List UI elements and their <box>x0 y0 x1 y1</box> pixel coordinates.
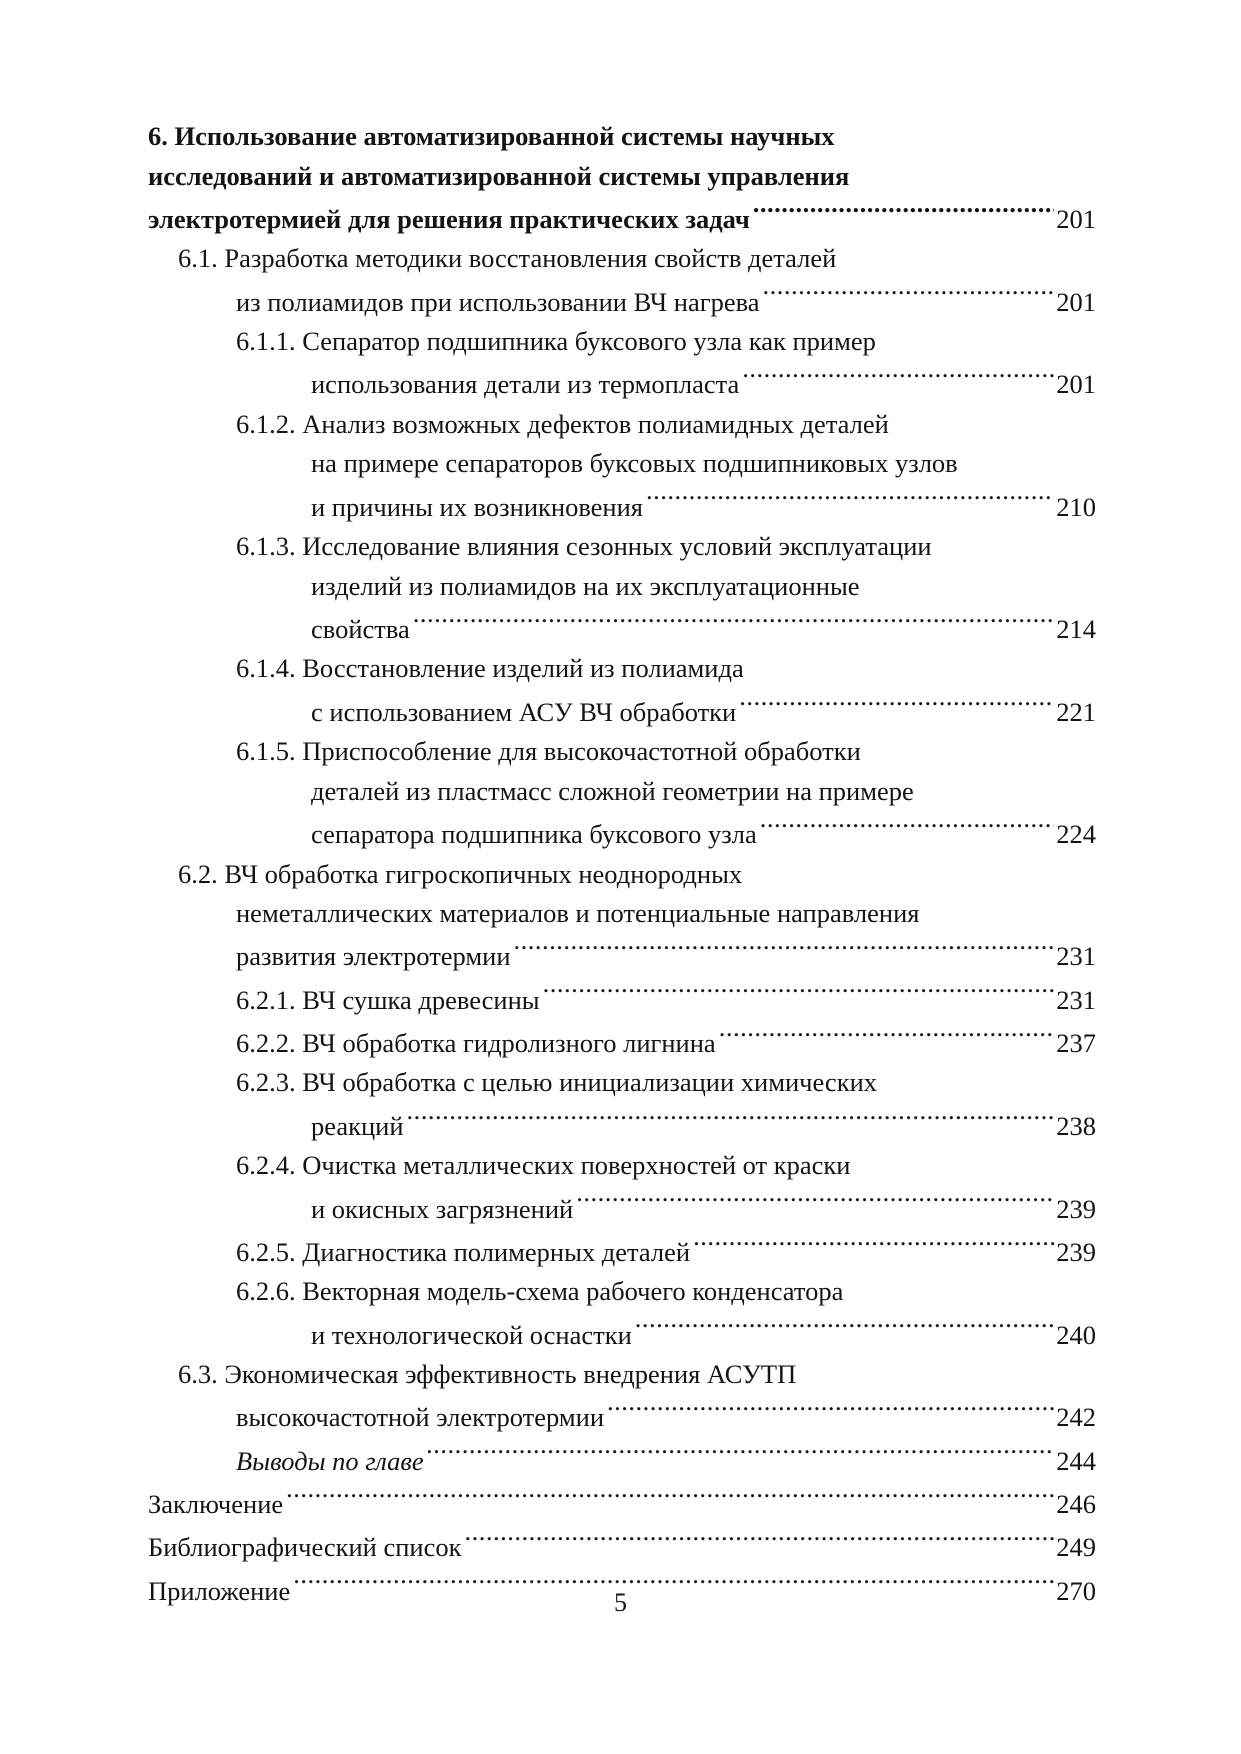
dot-leader <box>514 934 1055 966</box>
toc-entry-line: изделий из полиамидов на их эксплуатационные <box>311 570 860 601</box>
toc-entry-title: сепаратора подшипника буксового узла <box>311 819 757 850</box>
toc-page-number: 242 <box>1056 1402 1096 1433</box>
toc-entry-title: Приложение <box>148 1575 291 1606</box>
toc-entry-line: 6.1.5. Приспособление для высокочастотной обработки <box>236 736 861 767</box>
toc-entry-title: 6.2.5. Диагностика полимерных деталей <box>236 1236 691 1267</box>
toc-entry-title: 6.2.2. ВЧ обработка гидролизного лигнина <box>236 1027 716 1058</box>
toc-entry-title: Заключение <box>148 1489 284 1520</box>
toc-entry-last-line <box>148 1020 1096 1063</box>
toc-page-number: 237 <box>1056 1027 1096 1058</box>
toc-page-number: 240 <box>1056 1319 1096 1350</box>
toc-entry-line: 6.1.2. Анализ возможных дефектов полиамидных деталей <box>236 408 889 439</box>
toc-entry-last-line <box>148 1229 1096 1272</box>
toc-entry <box>148 1229 1096 1272</box>
toc-entry-last-line <box>148 484 1096 527</box>
toc-entry <box>148 117 1096 239</box>
toc-entry-title: Выводы по главе <box>236 1445 424 1476</box>
toc-entry <box>148 1020 1096 1063</box>
toc-entry-title: реакций <box>311 1110 404 1141</box>
toc-entry-last-line <box>148 977 1096 1020</box>
toc-entry-last-line <box>148 196 1096 239</box>
dot-leader <box>543 977 1055 1009</box>
toc-page-number: 201 <box>1056 369 1096 400</box>
dot-leader <box>635 1312 1054 1344</box>
toc-entry-title: Библиографический список <box>148 1532 462 1563</box>
toc-entry-title: и окисных загрязнений <box>311 1193 574 1224</box>
toc-page-number: 238 <box>1056 1110 1096 1141</box>
dot-leader <box>465 1525 1055 1557</box>
dot-leader <box>407 1103 1055 1135</box>
toc-page-number: 201 <box>1056 286 1096 317</box>
toc-entry-line: 6.2.3. ВЧ обработка с целью инициализации химических <box>236 1067 877 1098</box>
dot-leader <box>646 484 1054 516</box>
toc-entry-last-line <box>148 606 1096 649</box>
toc-entry <box>148 1063 1096 1146</box>
page-number: 5 <box>614 1588 627 1617</box>
dot-leader <box>739 689 1054 721</box>
toc-entry-line: 6.1. Разработка методики восстановления свойств деталей <box>178 243 837 274</box>
toc-page-number: 244 <box>1056 1445 1096 1476</box>
toc-entry-line: неметаллических материалов и потенциальные направления <box>236 898 920 929</box>
toc-entry <box>148 977 1096 1020</box>
toc-entry-line: 6.1.4. Восстановление изделий из полиамида <box>236 653 744 684</box>
toc-entry-last-line <box>148 1186 1096 1229</box>
toc-page-number: 231 <box>1056 984 1096 1015</box>
dot-leader <box>693 1229 1054 1261</box>
dot-leader <box>719 1020 1055 1052</box>
toc-entry-last-line <box>148 362 1096 405</box>
toc-entry-last-line <box>148 1395 1096 1438</box>
toc-page-number: 201 <box>1056 203 1096 234</box>
toc-entry <box>148 322 1096 405</box>
toc-entry-last-line <box>148 1438 1096 1481</box>
toc-entry-line: 6. Использование автоматизированной системы научных <box>148 121 835 151</box>
toc-entry-last-line <box>148 811 1096 854</box>
toc-entry-last-line <box>148 1103 1096 1146</box>
toc-entry <box>148 1146 1096 1229</box>
toc-entry-line: 6.1.3. Исследование влияния сезонных условий эксплуатации <box>236 531 932 562</box>
toc-entry <box>148 1481 1096 1524</box>
table-of-contents <box>148 117 1096 1611</box>
toc-entry-title: свойства <box>311 613 410 644</box>
toc-entry-last-line <box>148 279 1096 322</box>
dot-leader <box>763 279 1055 311</box>
toc-entry-line: 6.2.4. Очистка металлических поверхностей от краски <box>236 1150 851 1181</box>
dot-leader <box>286 1481 1054 1513</box>
toc-entry-title: и причины их возникновения <box>311 491 643 522</box>
toc-page-number: 246 <box>1056 1489 1096 1520</box>
toc-entry <box>148 649 1096 732</box>
toc-entry <box>148 527 1096 649</box>
toc-entry <box>148 1272 1096 1355</box>
toc-entry-last-line <box>148 1525 1096 1568</box>
toc-entry-line: 6.2.6. Векторная модель-схема рабочего конденсатора <box>236 1276 844 1307</box>
toc-entry-line: исследований и автоматизированной системы управления <box>148 160 850 191</box>
dot-leader <box>742 362 1054 394</box>
toc-entry-line: на примере сепараторов буксовых подшипниковых узлов <box>311 448 958 479</box>
toc-entry <box>148 855 1096 977</box>
toc-page-number: 239 <box>1056 1193 1096 1224</box>
toc-entry <box>148 1438 1096 1481</box>
toc-entry-last-line <box>148 689 1096 732</box>
toc-entry-title: развития электротермии <box>236 941 511 972</box>
toc-page-number: 231 <box>1056 941 1096 972</box>
toc-page-number: 239 <box>1056 1236 1096 1267</box>
toc-entry-last-line <box>148 934 1096 977</box>
toc-entry-last-line <box>148 1481 1096 1524</box>
dot-leader <box>753 196 1054 228</box>
toc-entry <box>148 1355 1096 1438</box>
toc-entry-title: высокочастотной электротермии <box>236 1402 605 1433</box>
toc-page-number: 210 <box>1056 491 1096 522</box>
toc-entry-title: и технологической оснастки <box>311 1319 632 1350</box>
toc-page-number: 249 <box>1056 1532 1096 1563</box>
toc-entry <box>148 732 1096 854</box>
toc-entry-last-line <box>148 1312 1096 1355</box>
toc-entry-line: 6.3. Экономическая эффективность внедрения АСУТП <box>178 1359 797 1390</box>
toc-page-number: 214 <box>1056 613 1096 644</box>
toc-entry <box>148 405 1096 527</box>
dot-leader <box>413 606 1054 638</box>
toc-entry-title: использования детали из термопласта <box>311 369 740 400</box>
toc-entry <box>148 239 1096 322</box>
toc-entry-title: из полиамидов при использовании ВЧ нагрева <box>236 286 760 317</box>
toc-entry-title: 6.2.1. ВЧ сушка древесины <box>236 984 540 1015</box>
dot-leader <box>576 1186 1054 1218</box>
toc-entry-line: 6.2. ВЧ обработка гигроскопичных неоднородных <box>178 858 743 889</box>
toc-entry <box>148 1525 1096 1568</box>
toc-entry-line: деталей из пластмасс сложной геометрии на примере <box>311 775 914 806</box>
dot-leader <box>760 811 1055 843</box>
toc-page-number: 224 <box>1056 819 1096 850</box>
toc-page-number: 270 <box>1056 1575 1096 1606</box>
dot-leader <box>607 1395 1054 1427</box>
toc-page-number: 221 <box>1056 696 1096 727</box>
dot-leader <box>427 1438 1055 1470</box>
toc-entry-line: 6.1.1. Сепаратор подшипника буксового узла как пример <box>236 326 876 357</box>
toc-entry-title: с использованием АСУ ВЧ обработки <box>311 696 737 727</box>
toc-entry-title: электротермией для решения практических задач <box>148 203 750 234</box>
